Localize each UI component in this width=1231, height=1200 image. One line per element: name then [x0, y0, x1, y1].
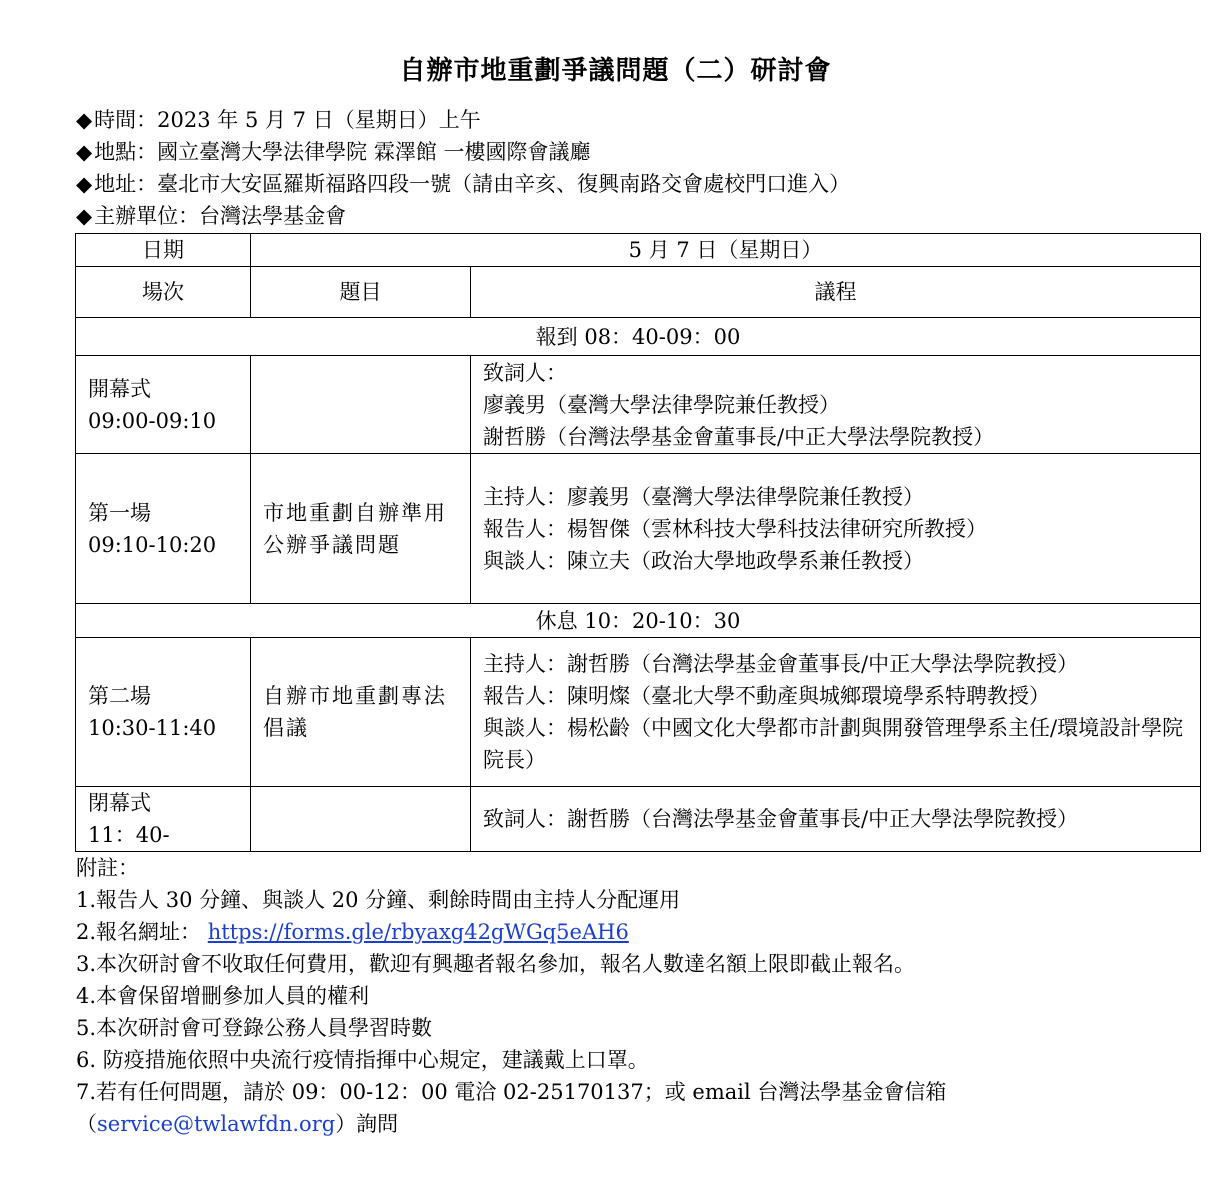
note-item: 1.報告人 30 分鐘、與談人 20 分鐘、剩餘時間由主持人分配運用 — [76, 888, 681, 912]
table-row — [76, 454, 1201, 604]
session-cell — [76, 638, 251, 787]
note-item: 7.若有任何問題，請於 09：00-12：00 電洽 02-25170137；或 email 台灣法學基金會信箱 — [76, 1080, 947, 1104]
agenda-cell — [471, 787, 1201, 852]
diamond-icon: ◆ — [76, 108, 93, 132]
session-time: 09:00-09:10 — [88, 408, 217, 433]
topic-cell — [251, 787, 471, 852]
session-name: 閉幕式 — [88, 791, 151, 815]
info-location: ◆地點：國立臺灣大學法律學院 霖澤館 一樓國際會議廳 — [76, 140, 591, 164]
table-row — [76, 787, 1201, 852]
agenda-table — [75, 233, 1201, 852]
agenda-line: 與談人：楊松齡（中國文化大學都市計劃與開發管理學系主任/環境設計學院院長） — [483, 716, 1184, 772]
note-item: （service@twlawfdn.org）詢問 — [76, 1112, 399, 1136]
session-name: 第二場 — [88, 684, 151, 708]
diamond-icon: ◆ — [76, 140, 93, 164]
checkin-cell: 報到 08：40-09：00 — [76, 318, 1201, 356]
agenda-line: 主持人：廖義男（臺灣大學法律學院兼任教授） — [483, 484, 924, 509]
agenda-line: 主持人：謝哲勝（台灣法學基金會董事長/中正大學法學院教授） — [483, 652, 1079, 676]
note-item: 2.報名網址： https://forms.gle/rbyaxg42gWGq5eAH6 — [76, 920, 629, 944]
session-time: 11：40- — [88, 823, 170, 847]
notes-heading: 附註： — [76, 856, 139, 880]
session-time: 10:30-11:40 — [88, 716, 217, 740]
topic-cell: 自辦市地重劃專法倡議 — [251, 638, 471, 787]
agenda-cell — [471, 356, 1201, 454]
table-row — [76, 318, 1201, 356]
agenda-line: 致詞人：謝哲勝（台灣法學基金會董事長/中正大學法學院教授） — [483, 807, 1079, 831]
note-item: 3.本次研討會不收取任何費用，歡迎有興趣者報名參加，報名人數達名額上限即截止報名。 — [76, 952, 916, 976]
info-address: ◆地址：臺北市大安區羅斯福路四段一號（請由辛亥、復興南路交會處校門口進入） — [76, 172, 851, 196]
agenda-line: 謝哲勝（台灣法學基金會董事長/中正大學法學院教授） — [483, 424, 995, 449]
agenda-line: 報告人：陳明燦（臺北大學不動產與城鄉環境學系特聘教授） — [483, 684, 1050, 708]
agenda-line: 與談人：陳立夫（政治大學地政學系兼任教授） — [483, 548, 924, 573]
agenda-cell — [471, 454, 1201, 604]
note-item: 6. 防疫措施依照中央流行疫情指揮中心規定，建議戴上口罩。 — [76, 1048, 649, 1072]
session-cell — [76, 454, 251, 604]
diamond-icon: ◆ — [76, 204, 93, 228]
header-agenda: 議程 — [471, 267, 1201, 318]
date-label-cell: 日期 — [76, 234, 251, 267]
agenda-line: 報告人：楊智傑（雲林科技大學科技法律研究所教授） — [483, 516, 987, 541]
info-time: ◆時間：2023 年 5 月 7 日（星期日）上午 — [76, 108, 481, 132]
registration-link[interactable]: https://forms.gle/rbyaxg42gWGq5eAH6 — [207, 920, 629, 944]
table-row — [76, 356, 1201, 454]
page-title: 自辦市地重劃爭議問題（二）研討會 — [399, 56, 832, 86]
notes-section — [76, 852, 946, 1140]
table-row — [76, 604, 1201, 638]
info-organizer: ◆主辦單位：台灣法學基金會 — [76, 204, 347, 228]
agenda-line: 廖義男（臺灣大學法律學院兼任教授） — [483, 392, 840, 417]
table-row — [76, 638, 1201, 787]
note-item: 5.本次研討會可登錄公務人員學習時數 — [76, 1016, 433, 1040]
email-link[interactable]: service@twlawfdn.org — [97, 1112, 336, 1136]
agenda-line: 致詞人： — [483, 360, 567, 385]
session-time: 09:10-10:20 — [88, 532, 217, 557]
diamond-icon: ◆ — [76, 172, 93, 196]
header-topic: 題目 — [251, 267, 471, 318]
table-header-row — [76, 267, 1201, 318]
session-name: 開幕式 — [88, 376, 151, 401]
date-value-cell: 5 月 7 日（星期日） — [251, 234, 1201, 267]
session-cell — [76, 356, 251, 454]
session-name: 第一場 — [88, 500, 151, 525]
topic-cell — [251, 356, 471, 454]
topic-cell: 市地重劃自辦準用公辦爭議問題 — [251, 454, 471, 604]
session-cell — [76, 787, 251, 852]
agenda-cell — [471, 638, 1201, 787]
note-item: 4.本會保留增刪參加人員的權利 — [76, 984, 370, 1008]
header-session: 場次 — [76, 267, 251, 318]
table-row — [76, 234, 1201, 267]
break-cell: 休息 10：20-10：30 — [76, 604, 1201, 638]
